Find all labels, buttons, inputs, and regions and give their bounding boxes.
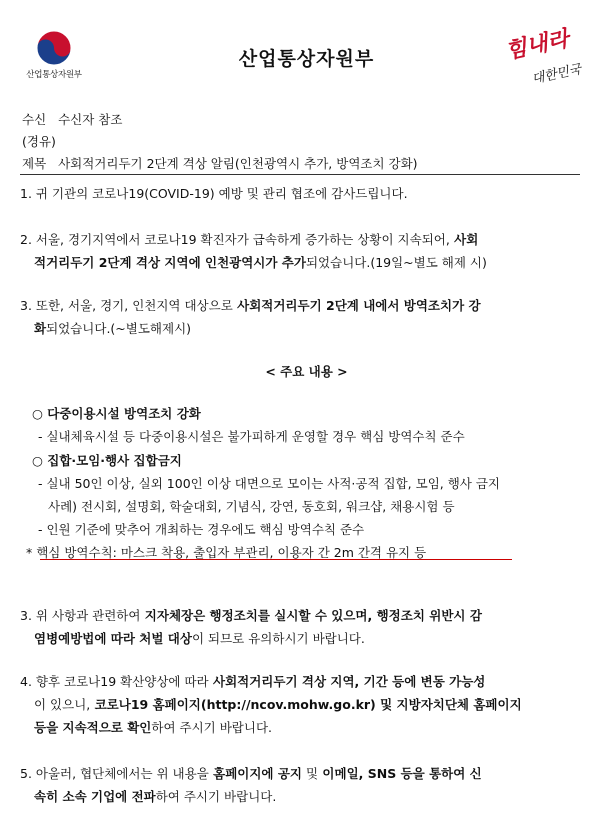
recipient-line — [22, 110, 122, 128]
p6-text-2: 및 — [302, 766, 319, 781]
bullet-1-title-text: ○ 다중이용시설 방역조치 강화 — [32, 406, 201, 421]
bullet-2-item-2: - 인원 기준에 맞추어 개최하는 경우에도 핵심 방역수칙 준수 — [38, 522, 365, 537]
svg-text:대한민국: 대한민국 — [530, 62, 583, 88]
p4-text-1: 3. 위 사항과 관련하여 — [20, 608, 141, 623]
subject-line — [22, 154, 418, 172]
p2-text-1: 2. 서울, 경기지역에서 코로나19 확진자가 급속하게 증가하는 상황이 지속되어, — [20, 232, 450, 247]
p6-bold-2: 이메일, SNS 등을 통하여 신 — [318, 766, 482, 781]
bullet-1-item: - 실내체육시설 등 다중이용시설은 불가피하게 운영할 경우 핵심 방역수칙 준수 — [38, 429, 465, 444]
p5-bold-2: 코로나19 홈페이지(http://ncov.mohw.go.kr) 및 지방자치단체 홈페이지 — [90, 697, 522, 712]
svg-text:힘내라: 힘내라 — [503, 25, 571, 65]
via-line: (경유) — [22, 134, 56, 149]
section-title: < 주요 내용 > — [265, 364, 348, 379]
paragraph-6 — [20, 762, 580, 808]
p4-bold-2: 염병예방법에 따라 처벌 대상 — [34, 631, 192, 646]
p5-bold-3: 등을 지속적으로 확인 — [34, 720, 152, 735]
subject-value: 사회적거리두기 2단계 격상 알림(인천광역시 추가, 방역조치 강화) — [58, 156, 418, 171]
emblem-caption: 산업통상자원부 — [26, 70, 82, 80]
document-title: 산업통상자원부 — [238, 48, 375, 70]
recipient-label: 수신 — [22, 112, 47, 127]
p6-text-1: 5. 아울러, 협단체에서는 위 내용을 — [20, 766, 209, 781]
p3-bold-1: 사회적거리두기 2단계 내에서 방역조치가 강 — [232, 298, 481, 313]
p2-bold-2: 적거리두기 2단계 격상 지역에 인천광역시가 추가 — [34, 255, 306, 270]
p5-bold-1: 사회적거리두기 격상 지역, 기간 등에 변동 가능성 — [208, 674, 486, 689]
p5-text-3: 하여 주시기 바랍니다. — [151, 720, 272, 735]
p4-text-2: 이 되므로 유의하시기 바랍니다. — [191, 631, 365, 646]
p5-text-2: 이 있으니, — [34, 697, 91, 712]
paragraph-2 — [20, 228, 580, 274]
p5-text-1: 4. 향후 코로나19 확산양상에 따라 — [20, 674, 209, 689]
p3-text-1: 3. 또한, 서울, 경기, 인천지역 대상으로 — [20, 298, 233, 313]
bullet-2-item-1a: - 실내 50인 이상, 실외 100인 이상 대면으로 모이는 사적·공적 집합, 모임, 행사 금지 — [38, 476, 500, 491]
p3-bold-2: 화 — [34, 321, 47, 336]
bullet-1-title — [32, 402, 592, 425]
paragraph-1: 1. 귀 기관의 코로나19(COVID-19) 예방 및 관리 협조에 감사드립니다. — [20, 186, 408, 201]
note-underline — [40, 559, 512, 560]
paragraph-4 — [20, 604, 580, 650]
bullet-2-title — [32, 449, 592, 472]
p4-bold-1: 지자체장은 행정조치를 실시할 수 있으며, 행정조치 위반시 감 — [140, 608, 482, 623]
bullet-2-item-1b: 사례) 전시회, 설명회, 학술대회, 기념식, 강연, 동호회, 워크샵, 채용시험 등 — [48, 499, 455, 514]
header-divider — [20, 174, 580, 175]
p6-text-3: 하여 주시기 바랍니다. — [155, 789, 277, 804]
slogan-logo — [497, 14, 597, 94]
note-line: * 핵심 방역수칙: 마스크 착용, 출입자 부관리, 이용자 간 2m 간격 유지 등 — [26, 545, 427, 560]
recipient-value: 수신자 참조 — [58, 112, 123, 127]
p3-text-2: 되었습니다.(~별도해제시) — [46, 321, 192, 336]
paragraph-5 — [20, 670, 580, 740]
paragraph-3 — [20, 294, 580, 340]
p6-bold-3: 속히 소속 기업에 전파 — [34, 789, 156, 804]
p2-text-2: 되었습니다.(19일~별도 해제 시) — [305, 255, 487, 270]
p2-bold-1: 사회 — [449, 232, 479, 247]
subject-label: 제목 — [22, 156, 47, 171]
bullet-2-title-text: ○ 집합·모임·행사 집합금지 — [32, 453, 182, 468]
p6-bold-1: 홈페이지에 공지 — [208, 766, 303, 781]
